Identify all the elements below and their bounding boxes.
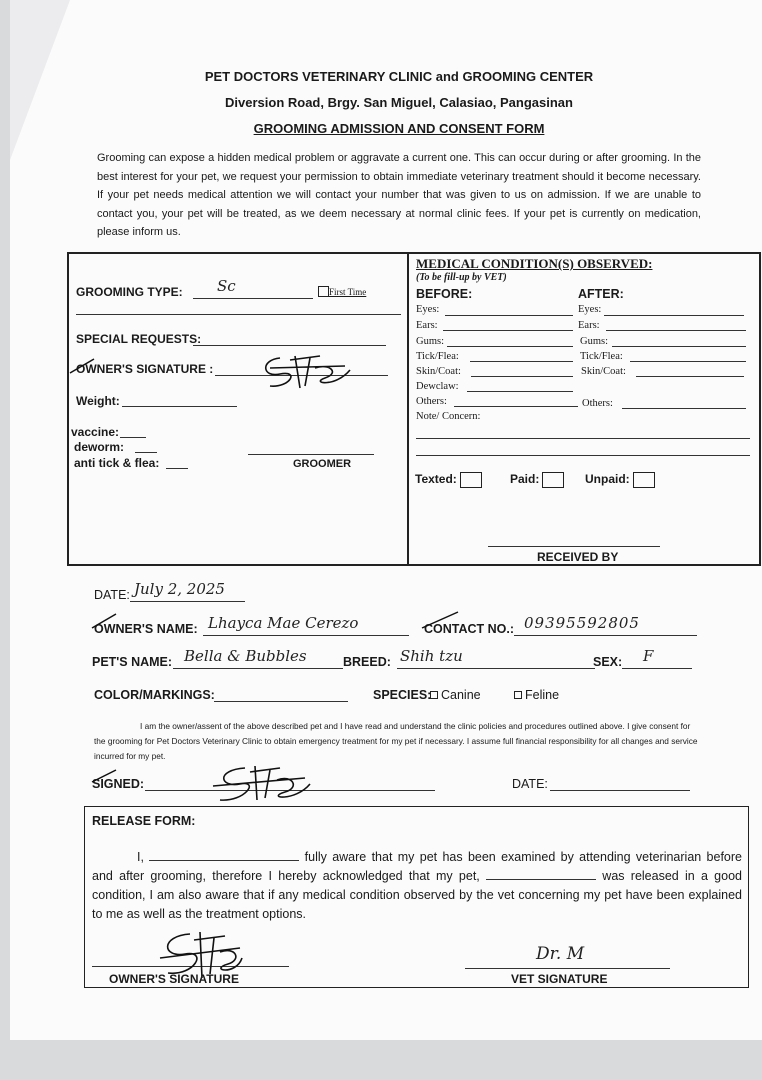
owner-name-line [203,635,409,636]
note-line [416,455,750,456]
breed-value: Shih tzu [400,647,463,665]
after-item: Ears: [578,320,600,331]
owner-name-label: OWNER'S NAME: [94,622,198,636]
weight-line [122,406,237,407]
pet-name-line [173,668,343,669]
form-page [10,0,762,1040]
medical-title: MEDICAL CONDITION(S) OBSERVED: [416,256,653,271]
before-item: Others: [416,396,447,407]
date2-line [550,790,690,791]
clinic-name: PET DOCTORS VETERINARY CLINIC and GROOMING CENTER [204,69,594,84]
release-text-3: was released in a good condition, I am also aware that if any medical condition observed by the vet concerning my pet have been explained to me as well as the treatment options. [92,869,742,921]
before-item: Ears: [416,320,438,331]
release-text-2: fully aware that my pet has been examined by attending veterinarian before and after grooming, therefore I hereby acknowledged that my pet, [92,850,742,883]
signed-signature-scribble [205,760,315,805]
note-label: Note/ Concern: [416,411,481,422]
contact-line [514,635,697,636]
after-item: Tick/Flea: [580,351,623,362]
before-item: Dewclaw: [416,381,459,392]
owner-name-value: Lhayca Mae Cerezo [208,614,359,632]
before-item: Gums: [416,336,445,347]
sex-line [622,668,692,669]
feline-checkbox[interactable] [514,691,522,699]
deworm-label: deworm: [74,440,125,454]
owner-name-checkmark [90,612,118,630]
consent-paragraph: I am the owner/assent of the above described pet and I have read and understand the clinic policies and procedures outlined above. I give consent for the grooming for Pet Doctors Veterinary Clinic to obtain emergency treatment for my pet if necessary. I assume full financial responsibility for all changes and service incurred for my pet. [94,721,698,761]
after-line [636,376,744,377]
feline-label: Feline [525,688,560,702]
admission-box [67,252,761,566]
breed-line [397,668,595,669]
grooming-type-label: GROOMING TYPE: [76,285,183,299]
form-title: GROOMING ADMISSION AND CONSENT FORM [253,121,545,136]
signed-label: SIGNED: [92,777,145,791]
contact-label: CONTACT NO.: [424,622,515,636]
texted-status [415,472,482,488]
clinic-address: Diversion Road, Brgy. San Miguel, Calasiao, Pangasinan [225,95,573,110]
before-line [447,346,573,347]
intro-paragraph: Grooming can expose a hidden medical problem or aggravate a current one. This can occur during or after grooming. In the best interest for your pet, we request your permission to obtain immediate veterinary treatment should it become necessary. If your pet needs medical attention we will contact your number that was given to us on admission. If we are unable to contact you, your pet will be treated, as we deem necessary at normal clinic fees. If your pet is currently on medication, please inform us. [97,152,701,238]
after-line [612,346,746,347]
grooming-extra-line [76,314,401,315]
after-line [606,330,746,331]
before-line [471,376,573,377]
after-label: AFTER: [578,287,624,301]
special-requests-line [193,345,386,346]
vet-signature-line [465,968,670,969]
owner-signature-label: OWNER'S SIGNATURE : [76,362,214,376]
date-line [130,601,245,602]
vaccine-line [120,437,146,438]
breed-label: BREED: [343,655,391,669]
unpaid-status [585,472,655,488]
color-markings-line [214,701,348,702]
after-line [622,408,746,409]
owner-signature-checkmark [68,357,96,375]
weight-label: Weight: [76,394,120,408]
texted-checkbox[interactable] [460,472,482,488]
after-item: Skin/Coat: [581,366,626,377]
release-owner-signature-label: OWNER'S SIGNATURE [109,972,239,986]
after-line [604,315,744,316]
before-line [467,391,573,392]
first-time-label: First Time [329,287,367,297]
texted-label: Texted: [415,472,457,487]
medical-subtitle: (To be fill-up by VET) [416,272,507,283]
canine-label: Canine [441,688,481,702]
pet-name-value: Bella & Bubbles [184,647,307,665]
sex-label: SEX: [593,655,623,669]
before-line [445,315,573,316]
anti-tick-line [166,468,188,469]
color-markings-label: COLOR/MARKINGS: [94,688,215,702]
anti-tick-label: anti tick & flea: [74,456,160,470]
before-label: BEFORE: [416,287,473,301]
before-item: Tick/Flea: [416,351,459,362]
date-label: DATE: [94,588,130,602]
contact-checkmark [420,610,460,630]
after-item: Eyes: [578,304,602,315]
after-item: Gums: [580,336,609,347]
received-by-line [488,546,660,547]
release-pet-line [486,867,596,880]
first-time-checkbox[interactable] [318,286,329,297]
release-paragraph [92,848,742,924]
before-line [443,330,573,331]
paid-checkbox[interactable] [542,472,564,488]
pet-name-label: PET'S NAME: [92,655,173,669]
vet-signature-value: Dr. M [536,944,585,964]
species-label: SPECIES: [373,688,432,702]
before-line [454,406,578,407]
box-divider [407,252,409,566]
canine-checkbox[interactable] [430,691,438,699]
release-i: I, [137,850,144,864]
before-item: Eyes: [416,304,440,315]
release-title: RELEASE FORM: [92,814,196,828]
sex-value: F [643,647,654,665]
note-line [416,438,750,439]
vaccine-label: vaccine: [71,425,120,439]
received-by-label: RECEIVED BY [537,550,619,564]
after-item: Others: [582,398,613,409]
release-name-line [149,848,299,861]
before-item: Skin/Coat: [416,366,461,377]
owner-signature-scribble [250,348,360,393]
after-line [630,361,746,362]
paid-status [510,472,564,488]
groomer-label: GROOMER [293,458,352,470]
before-line [470,361,573,362]
deworm-line [135,452,157,453]
signed-checkmark [90,768,118,784]
paid-label: Paid: [510,472,540,487]
date-value: July 2, 2025 [134,580,225,598]
special-requests-label: SPECIAL REQUESTS: [76,332,202,346]
unpaid-label: Unpaid: [585,472,630,487]
groomer-line [248,454,374,455]
date2-label: DATE: [512,777,548,791]
unpaid-checkbox[interactable] [633,472,655,488]
vet-signature-label: VET SIGNATURE [511,972,608,986]
grooming-type-line [193,298,313,299]
contact-value: 09395592805 [524,614,640,632]
grooming-type-value: Sc [217,277,236,295]
